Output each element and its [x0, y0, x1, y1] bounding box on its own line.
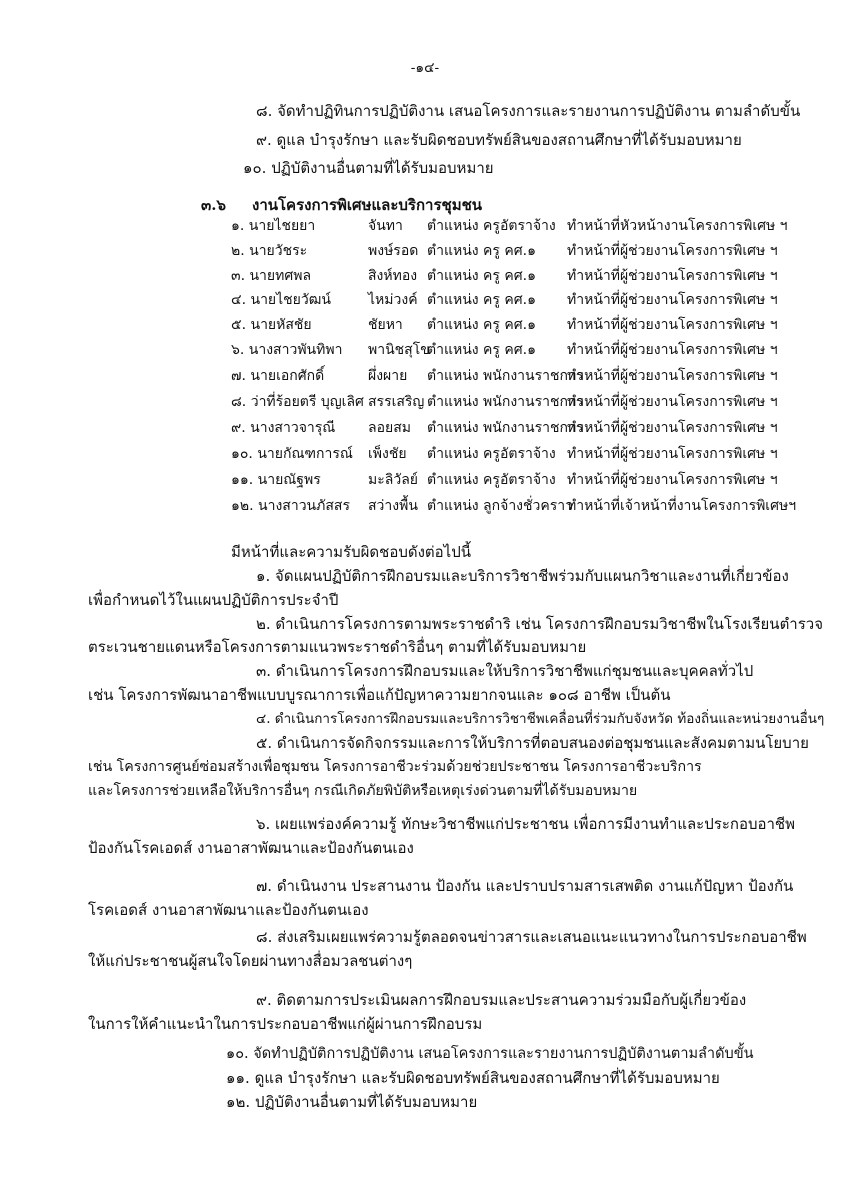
staff-name: ๑. นายไชยยา: [231, 218, 316, 234]
duty-item: ๑๒. ปฏิบัติงานอื่นตามที่ได้รับมอบหมาย: [226, 1093, 478, 1111]
table-row: [0, 366, 850, 390]
duty-item: ๑. จัดแผนปฏิบัติการฝึกอบรมและบริการวิชาชีพร่วมกับแผนกวิชาและงานที่เกี่ยวข้อง: [256, 567, 789, 585]
staff-duty: ทำหน้าที่ผู้ช่วยงานโครงการพิเศษ ฯ: [567, 292, 778, 308]
staff-surname: จันทา: [368, 218, 403, 234]
staff-duty: ทำหน้าที่ผู้ช่วยงานโครงการพิเศษ ฯ: [567, 268, 778, 284]
staff-surname: เพ็งชัย: [368, 446, 407, 462]
staff-name: ๑๐. นายกัณฑการณ์: [231, 446, 353, 462]
staff-name: ๕. นายหัสชัย: [231, 317, 312, 333]
staff-surname: มะลิวัลย์: [368, 472, 418, 488]
staff-position: ตำแหน่ง ครู คศ.๑: [427, 292, 536, 308]
staff-surname: ไหม่วงค์: [368, 292, 418, 308]
section-number: ๓.๖: [201, 196, 226, 214]
duty-item: เพื่อกำหนดไว้ในแผนปฏิบัติการประจำปี: [88, 591, 339, 609]
staff-duty: ทำหน้าที่หัวหน้างานโครงการพิเศษ ฯ: [567, 218, 788, 234]
table-row: [0, 340, 850, 364]
staff-surname: พงษ์รอด: [368, 243, 419, 259]
table-row: [0, 444, 850, 468]
duty-item: ๒. ดำเนินการโครงการตามพระราชดำริ เช่น โครงการฝึกอบรมวิชาชีพในโรงเรียนตำรวจ: [256, 615, 823, 633]
duty-item: ๑๐. จัดทำปฏิบัติการปฏิบัติงาน เสนอโครงการและรายงานการปฏิบัติงานตามลำดับขั้น: [226, 1046, 754, 1062]
staff-name: ๑๒. นางสาวนภัสสร: [231, 498, 350, 514]
table-row: [0, 470, 850, 494]
staff-duty: ทำหน้าที่ผู้ช่วยงานโครงการพิเศษ ฯ: [567, 317, 778, 333]
list-item: ๑๐. ปฏิบัติงานอื่นตามที่ได้รับมอบหมาย: [243, 159, 494, 177]
duty-item: ป้องกันโรคเอดส์ งานอาสาพัฒนาและป้องกันตนเอง: [88, 839, 414, 857]
duty-item: ๓. ดำเนินการโครงการฝึกอบรมและให้บริการวิชาชีพแก่ชุมชนและบุคคลทั่วไป: [256, 662, 754, 680]
table-row: [0, 266, 850, 290]
staff-position: ตำแหน่ง ครู คศ.๑: [427, 317, 536, 333]
duty-item: ๙. ติดตามการประเมินผลการฝึกอบรมและประสานความร่วมมือกับผู้เกี่ยวข้อง: [256, 991, 747, 1009]
staff-position: ตำแหน่ง พนักงานราชการ: [427, 420, 584, 436]
duty-item: ๕. ดำเนินการจัดกิจกรรมและการให้บริการที่ตอบสนองต่อชุมชนและสังคมตามนโยบาย: [256, 734, 809, 752]
table-row: [0, 315, 850, 339]
duty-item: โรคเอดส์ งานอาสาพัฒนาและป้องกันตนเอง: [88, 901, 369, 919]
staff-surname: ชัยหา: [368, 317, 403, 333]
table-row: [0, 241, 850, 265]
staff-name: ๖. นางสาวพันทิพา: [231, 342, 343, 358]
list-item: ๙. ดูแล บำรุงรักษา และรับผิดชอบทรัพย์สินของสถานศึกษาที่ได้รับมอบหมาย: [256, 131, 742, 149]
duty-item: ให้แก่ประชาชนผู้สนใจโดยผ่านทางสื่อมวลชนต่างๆ: [88, 952, 413, 970]
staff-duty: ทำหน้าที่ผู้ช่วยงานโครงการพิเศษ ฯ: [567, 342, 778, 358]
duty-item: เช่น โครงการศูนย์ซ่อมสร้างเพื่อชุมชน โครงการอาชีวะร่วมด้วยช่วยประชาชน โครงการอาชีวะบริการ: [88, 759, 702, 775]
table-row: [0, 392, 850, 416]
staff-surname: พานิชสุโข: [368, 342, 430, 358]
staff-name: ๑๑. นายณัฐพร: [231, 472, 321, 488]
staff-duty: ทำหน้าที่ผู้ช่วยงานโครงการพิเศษ ฯ: [567, 368, 778, 384]
staff-name: ๙. นางสาวจารุณี: [231, 420, 336, 436]
staff-duty: ทำหน้าที่ผู้ช่วยงานโครงการพิเศษ ฯ: [567, 394, 778, 410]
table-row: [0, 496, 850, 520]
duty-item: ตระเวนชายแดนหรือโครงการตามแนวพระราชดำริอื่นๆ ตามที่ได้รับมอบหมาย: [88, 638, 587, 656]
list-item: ๘. จัดทำปฏิทินการปฏิบัติงาน เสนอโครงการและรายงานการปฏิบัติงาน ตามลำดับขั้น: [256, 102, 801, 120]
staff-name: ๔. นายไชยวัฒน์: [231, 292, 331, 308]
duty-item: ๘. ส่งเสริมเผยแพร่ความรู้ตลอดจนข่าวสารและเสนอแนะแนวทางในการประกอบอาชีพ: [256, 928, 807, 946]
staff-duty: ทำหน้าที่ผู้ช่วยงานโครงการพิเศษ ฯ: [567, 446, 778, 462]
duty-item: ๗. ดำเนินงาน ประสานงาน ป้องกัน และปราบปรามสารเสพติด งานแก้ปัญหา ป้องกัน: [256, 877, 794, 895]
duty-item: เช่น โครงการพัฒนาอาชีพแบบบูรณาการเพื่อแก้ปัญหาความยากจนและ ๑๐๘ อาชีพ เป็นต้น: [88, 686, 671, 704]
staff-surname: ลอยสม: [368, 420, 411, 436]
staff-surname: สว่างพื้น: [368, 498, 418, 514]
staff-duty: ทำหน้าที่ผู้ช่วยงานโครงการพิเศษ ฯ: [567, 472, 778, 488]
duty-item: ๑๑. ดูแล บำรุงรักษา และรับผิดชอบทรัพย์สินของสถานศึกษาที่ได้รับมอบหมาย: [226, 1069, 720, 1087]
table-row: [0, 290, 850, 314]
staff-name: ๓. นายทศพล: [231, 268, 312, 284]
duties-intro: มีหน้าที่และความรับผิดชอบดังต่อไปนี้: [231, 543, 471, 561]
page-number: -๑๔-: [410, 60, 440, 76]
staff-surname: สิงห์ทอง: [368, 268, 418, 284]
staff-duty: ทำหน้าที่เจ้าหน้าที่งานโครงการพิเศษฯ: [567, 498, 797, 514]
table-row: [0, 418, 850, 442]
duty-item: ในการให้คำแนะนำในการประกอบอาชีพแก่ผู้ผ่านการฝึกอบรม: [88, 1015, 483, 1033]
duty-item: ๔. ดำเนินการโครงการฝึกอบรมและบริการวิชาชีพเคลื่อนที่ร่วมกับจังหวัด ท้องถิ่นและหน่วยงานอื่นๆ: [256, 711, 825, 727]
duty-item: และโครงการช่วยเหลือให้บริการอื่นๆ กรณีเกิดภัยพิบัติหรือเหตุเร่งด่วนตามที่ได้รับมอบหมาย: [88, 783, 638, 799]
staff-position: ตำแหน่ง ครูอัตราจ้าง: [427, 472, 556, 488]
staff-position: ตำแหน่ง พนักงานราชการ: [427, 394, 584, 410]
staff-position: ตำแหน่ง ลูกจ้างชั่วคราว: [427, 498, 573, 514]
staff-duty: ทำหน้าที่ผู้ช่วยงานโครงการพิเศษ ฯ: [567, 420, 778, 436]
staff-position: ตำแหน่ง พนักงานราชการ: [427, 368, 584, 384]
staff-surname: สรรเสริญ: [368, 394, 425, 410]
duty-item: ๖. เผยแพร่องค์ความรู้ ทักษะวิชาชีพแก่ประชาชน เพื่อการมีงานทำและประกอบอาชีพ: [256, 815, 795, 833]
staff-surname: ผึ่งผาย: [368, 368, 408, 384]
table-row: [0, 216, 850, 240]
staff-position: ตำแหน่ง ครู คศ.๑: [427, 268, 536, 284]
staff-name: ๒. นายวัชระ: [231, 243, 308, 259]
staff-position: ตำแหน่ง ครู คศ.๑: [427, 243, 536, 259]
section-title: งานโครงการพิเศษและบริการชุมชน: [252, 196, 483, 214]
staff-name: ๘. ว่าที่ร้อยตรี บุญเลิศ: [231, 394, 364, 410]
staff-position: ตำแหน่ง ครูอัตราจ้าง: [427, 446, 556, 462]
staff-duty: ทำหน้าที่ผู้ช่วยงานโครงการพิเศษ ฯ: [567, 243, 778, 259]
staff-name: ๗. นายเอกศักดิ์: [231, 368, 325, 384]
staff-position: ตำแหน่ง ครูอัตราจ้าง: [427, 218, 556, 234]
staff-position: ตำแหน่ง ครู คศ.๑: [427, 342, 536, 358]
